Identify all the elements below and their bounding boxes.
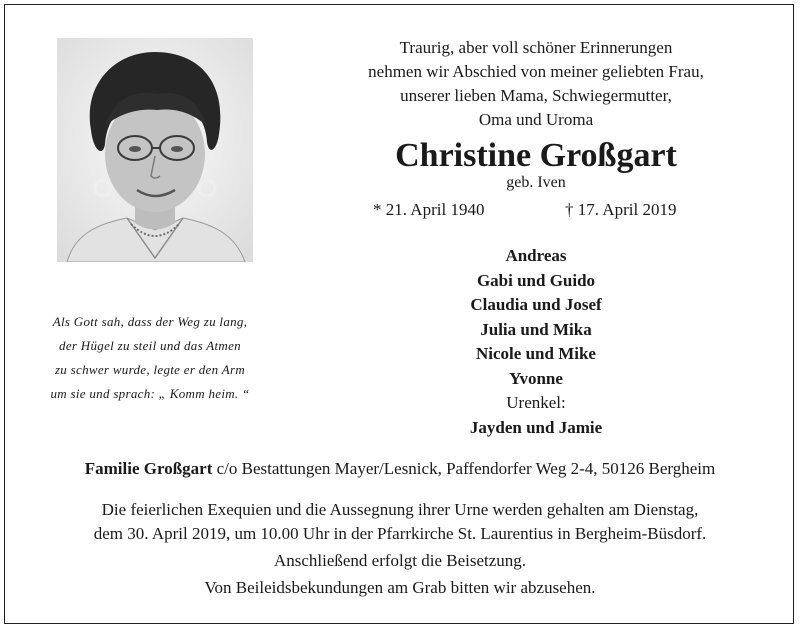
birth-date: * 21. April 1940 [373,200,485,219]
poem-line: zu schwer wurde, legte er den Arm [54,362,246,377]
poem-line: der Hügel zu steil und das Atmen [59,338,241,353]
intro-line: nehmen wir Abschied von meiner geliebten Frau, [368,62,704,81]
intro-line: Oma und Uroma [478,110,594,129]
address-text: c/o Bestattungen Mayer/Lesnick, Paffendorfer Weg 2-4, 50126 Bergheim [212,459,716,478]
intro-line: Traurig, aber voll schöner Erinnerungen [399,38,673,57]
service-line: dem 30. April 2019, um 10.00 Uhr in der Pfarrkirche St. Laurentius in Bergheim-Büsdorf. [93,524,707,543]
family-address [14,458,786,480]
intro-text [280,36,792,132]
service-line: Die feierlichen Exequien und die Aussegnung ihrer Urne werden gehalten am Dienstag, [101,500,699,519]
condolence-note: Von Beileidsbekundungen am Grab bitten wir abzusehen. [204,578,596,597]
burial-note: Anschließend erfolgt die Beisetzung. [273,551,527,570]
mourner-name: Gabi und Guido [476,270,596,290]
mourner-name: Nicole und Mike [476,344,596,363]
birth-name: geb. Iven [506,174,566,191]
service-info [14,498,786,546]
deceased-name: Christine Großgart [395,137,677,174]
intro-line: unserer lieben Mama, Schwiegermutter, [400,86,672,105]
mourner-name: Andreas [505,246,567,265]
mourner-name: Julia und Mika [480,319,592,339]
death-date: † 17. April 2019 [565,200,677,219]
family-name: Familie Großgart [84,459,213,478]
portrait-photo [57,38,253,262]
great-grandchildren-names: Jayden und Jamie [469,417,603,437]
mourners-list [280,244,792,440]
great-grandchildren-label: Urenkel: [506,393,566,412]
poem [20,310,280,406]
poem-line: Als Gott sah, dass der Weg zu lang, [52,314,248,329]
mourner-name: Yvonne [509,368,563,388]
poem-line: um sie und sprach: „ Komm heim. “ [50,386,250,401]
mourner-name: Claudia und Josef [470,295,602,314]
